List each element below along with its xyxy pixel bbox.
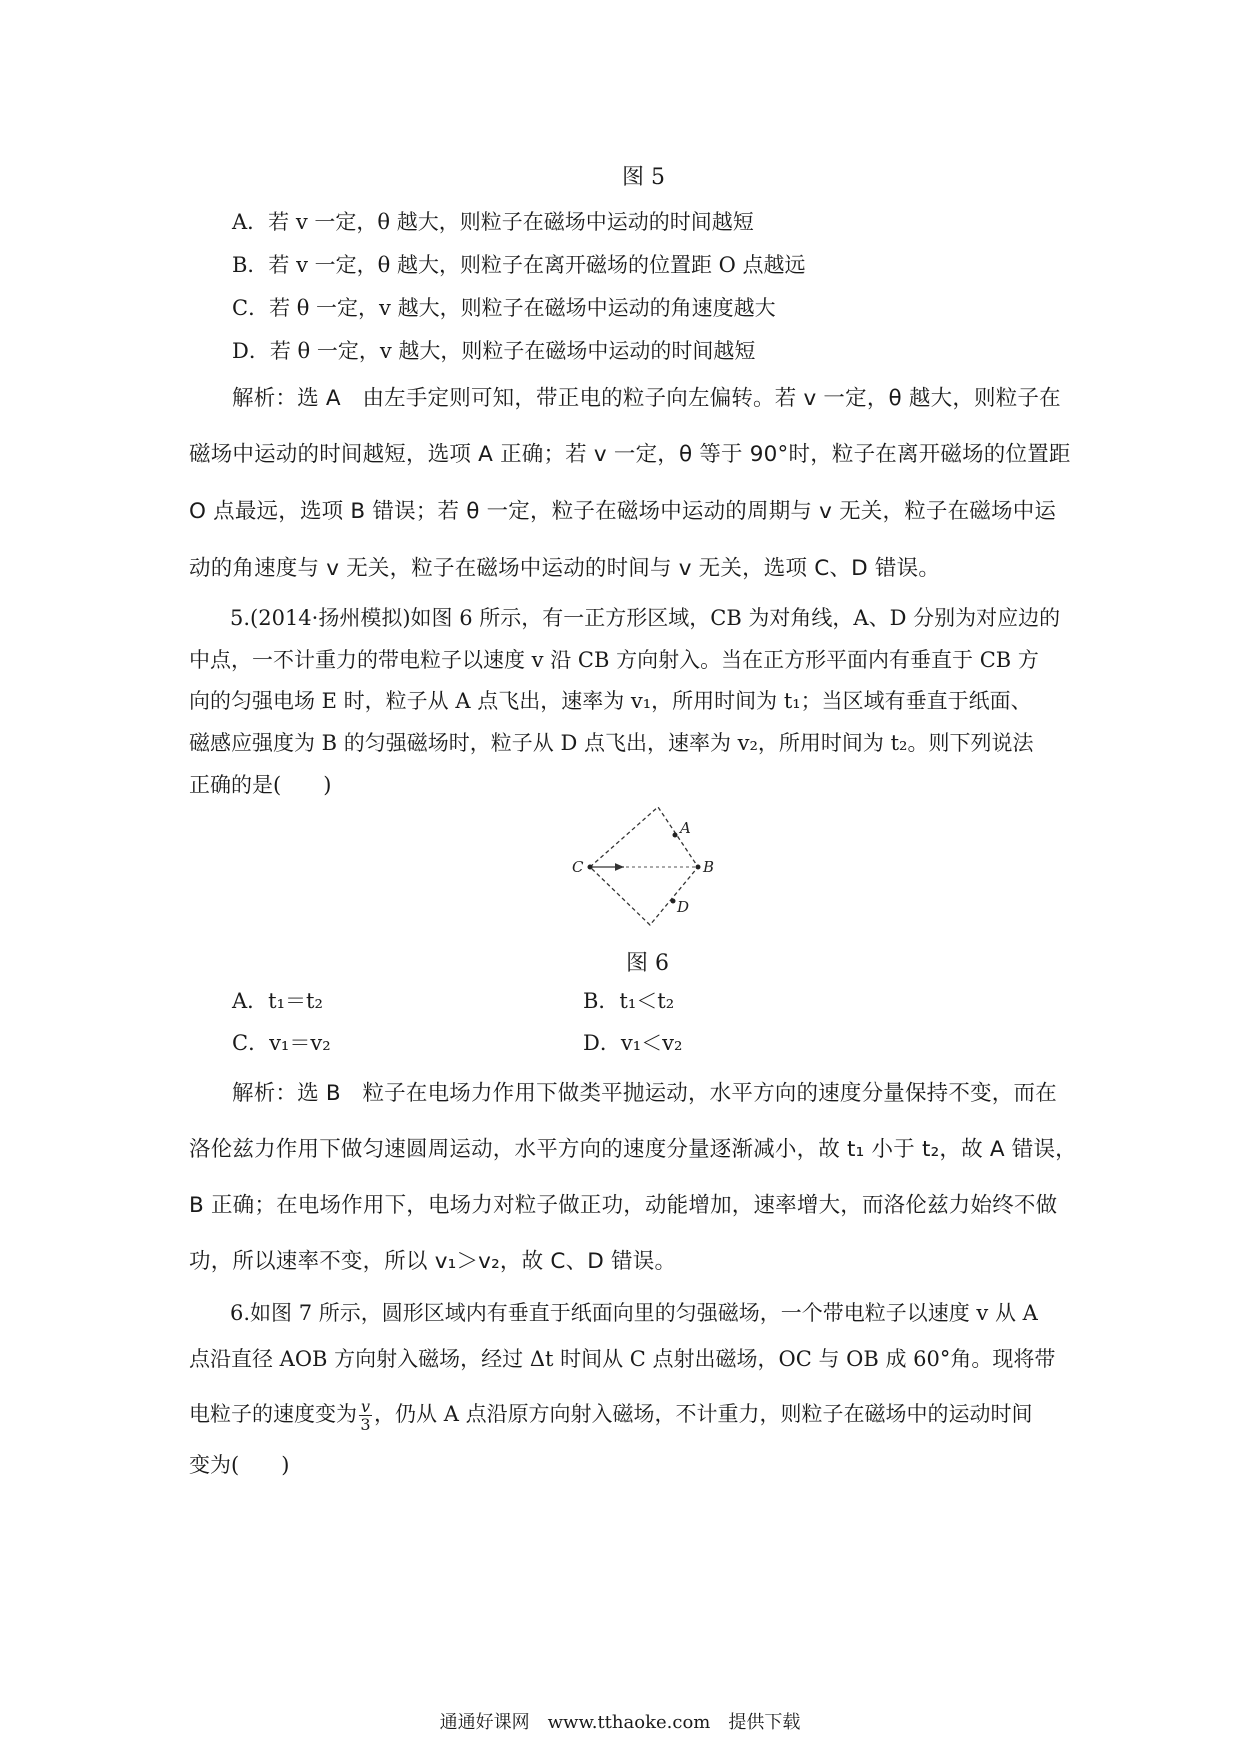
q6-stem-line-2: 点沿直径 AOB 方向射入磁场，经过 Δt 时间从 C 点射出磁场，OC 与 OB 成 60°角。现将带 (189, 1347, 1056, 1371)
point-b-dot (696, 865, 701, 870)
q5-stem-line-3: 向的匀强电场 E 时，粒子从 A 点飞出，速率为 v₁，所用时间为 t₁；当区域有垂直于纸面、 (189, 689, 1032, 713)
q6-stem-line-3-post: ，仍从 A 点沿原方向射入磁场，不计重力，则粒子在磁场中的运动时间 (374, 1402, 1033, 1426)
q5-option-b: B．t₁＜t₂ (583, 989, 675, 1013)
figure-6-caption: 图 6 (626, 951, 669, 976)
q6-stem-line-3-pre: 电粒子的速度变为 (189, 1402, 357, 1426)
fraction-numerator: v (361, 1397, 371, 1416)
q4-analysis-line-2: 磁场中运动的时间越短，选项 A 正确；若 v 一定，θ 等于 90°时，粒子在离开磁场的位置距 (189, 442, 1071, 467)
fraction-v-over-3 (359, 1398, 372, 1433)
q6-stem-line-3 (189, 1398, 1033, 1433)
q5-option-a: A．t₁＝t₂ (232, 989, 323, 1013)
q5-stem-line-5: 正确的是( ) (189, 773, 332, 797)
q4-analysis-line-3: O 点最远，选项 B 错误；若 θ 一定，粒子在磁场中运动的周期与 v 无关，粒子在磁场中运 (189, 499, 1057, 524)
label-c: C (572, 858, 584, 876)
label-b: B (703, 858, 715, 876)
fraction-denominator: 3 (360, 1415, 371, 1434)
q5-analysis-line-2: 洛伦兹力作用下做匀速圆周运动，水平方向的速度分量逐渐减小，故 t₁ 小于 t₂，故 A 错误， (189, 1137, 1077, 1162)
q5-analysis-line-1: 解析：选 B 粒子在电场力作用下做类平抛运动，水平方向的速度分量保持不变，而在 (232, 1081, 1057, 1106)
point-d-dot (671, 899, 676, 904)
q5-stem-line-1: 5.(2014·扬州模拟)如图 6 所示，有一正方形区域，CB 为对角线，A、D 分别为对应边的 (230, 606, 1061, 630)
label-a: A (680, 819, 691, 837)
figure-6-diagram (560, 795, 760, 935)
q4-option-b: B．若 v 一定，θ 越大，则粒子在离开磁场的位置距 O 点越远 (232, 253, 806, 277)
figure-5-caption: 图 5 (622, 165, 665, 190)
point-a-dot (673, 833, 678, 838)
q5-stem-line-2: 中点，一不计重力的带电粒子以速度 v 沿 CB 方向射入。当在正方形平面内有垂直于 CB 方 (189, 648, 1039, 672)
q5-analysis-line-4: 功，所以速率不变，所以 v₁＞v₂，故 C、D 错误。 (189, 1249, 677, 1274)
q5-option-c: C．v₁＝v₂ (232, 1031, 331, 1055)
q4-option-d: D．若 θ 一定，v 越大，则粒子在磁场中运动的时间越短 (232, 339, 756, 363)
page-footer: 通通好课网 www.tthaoke.com 提供下载 (439, 1712, 801, 1733)
q4-option-a: A．若 v 一定，θ 越大，则粒子在磁场中运动的时间越短 (232, 210, 754, 234)
q4-analysis-line-4: 动的角速度与 v 无关，粒子在磁场中运动的时间与 v 无关，选项 C、D 错误。 (189, 556, 941, 581)
q5-analysis-line-3: B 正确；在电场作用下，电场力对粒子做正功，动能增加，速率增大，而洛伦兹力始终不做 (189, 1193, 1058, 1218)
q4-option-c: C．若 θ 一定，v 越大，则粒子在磁场中运动的角速度越大 (232, 296, 776, 320)
q4-analysis-line-1: 解析：选 A 由左手定则可知，带正电的粒子向左偏转。若 v 一定，θ 越大，则粒子在 (232, 386, 1061, 411)
q6-stem-line-1: 6.如图 7 所示，圆形区域内有垂直于纸面向里的匀强磁场，一个带电粒子以速度 v 从 A (230, 1301, 1038, 1325)
label-d: D (677, 898, 690, 916)
q6-stem-line-4: 变为( ) (189, 1453, 290, 1477)
q5-stem-line-4: 磁感应强度为 B 的匀强磁场时，粒子从 D 点飞出，速率为 v₂，所用时间为 t₂。则下列说法 (189, 731, 1034, 755)
q5-option-d: D．v₁＜v₂ (583, 1031, 683, 1055)
point-c-dot (588, 865, 593, 870)
